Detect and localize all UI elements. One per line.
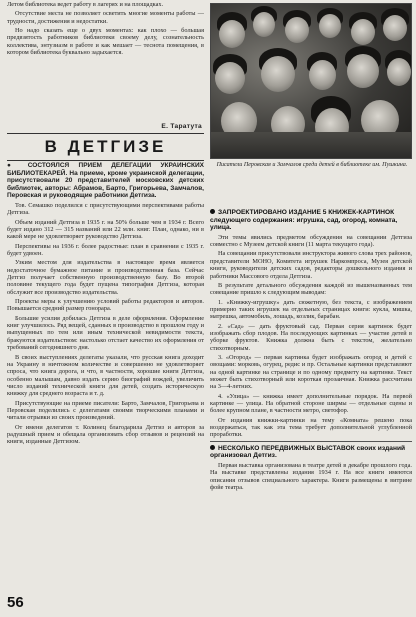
paragraph: В результате детального обсуждения каждой из вышеназванных тем совещание пришло к следующим выводам: [210,281,412,297]
paragraph: Эти темы явились предметом обсуждения на совещании Детгиза совместно с Музеем детской книги (11 марта текущего года). [210,233,412,249]
divider [7,133,204,134]
paragraph: Тов. Семашко поделился с присутствующими перспективами работы Детгиза. [7,201,204,217]
paragraph: Первая выставка организована в театре детей в декабре прошлого года. На выставке представлены издания 1934 г. На все книги имеются описания отзывов специального характера. Книги размещены в витрине фойе театра. [210,461,412,491]
paragraph: 3. «Огород» — первая картинка будет изображать огород и детей с овощами: морковь, огурец, редис и пр. Остальные картинки представляют на одной картинке на странице и по одному предмету на картинке. Текст может быть стихотворный или короткая прозаичная. Книжка рассчитана на 3—4-летних. [210,353,412,391]
paragraph: На совещании присутствовали инструктора живого слова трех районов, представители МОНО, Комитета игрушек Наркомпроса, Музея детской книги, руководители детских садов, редакторы дошкольного издания и работники Массового отдела Детгиза. [210,250,412,280]
paragraph: От имени делегатов т. Колинец благодарила Детгиз и авторов за радушный прием и обещала организовать сбор отзывов и рецензий на книги, изданные Детгизом. [7,423,204,446]
bullet-icon [210,209,215,214]
news-item-title: ● СОСТОЯЛСЯ ПРИЕМ ДЕЛЕГАЦИИ УКРАИНСКИХ БИБЛИОТЕКАРЕЙ. На приеме, кроме украинской делегации, присутствовали 20 представителей московских детских библиотек, авторы: Абрамов, Барто, Григорьева, Замчалов, Перовская и руководящие работники Детгиза. [7,162,204,200]
page-number: 56 [7,594,24,611]
bullet-icon [210,445,215,450]
paragraph: Перспективы на 1936 г. более радостные: план в сравнении с 1935 г. будет удвоен. [7,242,204,258]
article-author: Е. Таратута [161,123,202,130]
divider [7,160,204,161]
divider [210,441,412,442]
paragraph: 1. «Книжку-игрушку» дать сюжетную, без текста, с изображением примерно таких игрушек на отдельных страницах книги: кукла, мишка, матрешка, автомобиль, лошадь, козлик, барабан. [210,298,412,321]
photo-caption: Писатели Перовская и Замчалов среди детей в библиотеке им. Пушкина. [216,162,408,168]
paragraph: Но надо сказать еще о двух моментах: как плохо — большая предвзятость работников библиотеки своему делу, сознательность коллектива, энтузиазм в работе и как мешает — теснота помещения, в котором библиотека буквально задыхается. [7,27,204,57]
news-item-title-text: ЗАПРОЕКТИРОВАНО ИЗДАНИЕ 5 КНИЖЕК-КАРТИНОК следующего содержания: игрушка, сад, огород, комната, улица. [210,209,398,232]
paragraph: Объем изданий Детгиза в 1935 г. на 50% больше чем в 1934 г. Всего будет издано 312 — 315 названий или 22 млн. книг. План, однако, ни в какой мере не удовлетворяет руководство Детгиза. [7,218,204,241]
left-news-column [7,162,204,607]
news-item-title-text: НЕСКОЛЬКО ПЕРЕДВИЖНЫХ ВЫСТАВОК своих изданий организовал Детгиз. [210,444,406,460]
paragraph: Большие усилия добилась Детгиза в деле оформления. Оформление книг улучшилось. Ряд вещей, сданных в производство в прошлом году и выпущенных по тем или иным технической невидимости текста, бракуются издательством: настолько отстает качество их оформления от требований сегодняшнего дня. [7,314,204,352]
children-library-photo [210,3,412,159]
library-article-ending [7,1,204,128]
paragraph: 2. «Сад» — дать фруктовый сад. Первая серия картинок будет изображать сбор плодов. На последующих картинках — участие детей в уборке фруктов. Книжка должна быть с текстом, желательно стихотворным. [210,322,412,352]
news-item-title [210,209,412,232]
section-heading: В ДЕТГИЗЕ [44,137,167,156]
paragraph: Отсутствие места не позволяет осветить многие моменты работы — трудности, достижения и недостатки. [7,10,204,25]
right-news-column [210,207,412,607]
paragraph: В своих выступлениях делегаты указали, что русская книга доходит на Украину в ничтожном количестве и совершенно не удовлетворяет спроса, что книга дорога, и что, в частности, хорошие книги Детгиза, особенно малышам, давно издать серию биографий вождей, увеличить число изданий технической книги для детей, создать историческую книжку для среднего возраста и т. д. [7,353,204,398]
paragraph: От издания книжки-картинки на тему «Комната» решено пока воздержаться, так как эта тема требует дополнительной углубленной проработки. [210,416,412,439]
news-item-title [210,445,412,460]
paragraph: Летом библиотека ведет работу в лагерях и на площадках. [7,1,164,8]
paragraph: Узким местом для издательства в настоящее время является недостаточное бумажное питание и производственная база. Сейчас Детгиз получает собственную производственную базу. Во второй половине текущего года будет пущена типография Детгиза, которая обслужит все производство издательства. [7,259,204,296]
paragraph: Присутствующие на приеме писатели: Барто, Замчалов, Григорьева и Перовская поделились с делегатами своими творческими планами и читали отрывки из своих произведений. [7,399,204,422]
paragraph: 4. «Улица» — книжка имеет дополнительные порядок. На первой картинке — улица. На обратной стороне ширмы — отдельные сцены и более крупном плане, в частности метро, светофор. [210,392,412,415]
paragraph: Проекты меры к улучшению условий работы редакторов и авторов. Повышается средний размер гонорара. [7,298,204,313]
